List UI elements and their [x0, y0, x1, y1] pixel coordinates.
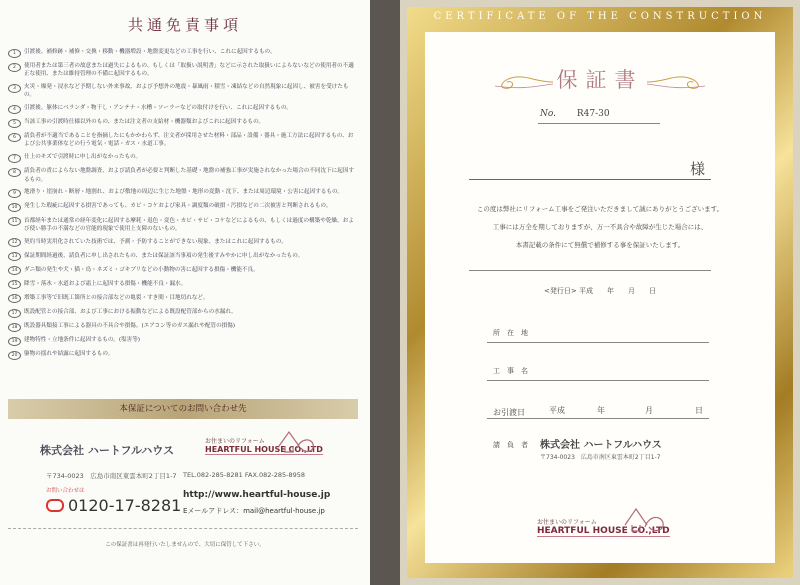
- disclaimer-item: [8, 202, 356, 212]
- item-number: 15: [8, 280, 21, 289]
- disclaimer-item: [8, 266, 356, 276]
- disclaimer-item: [8, 167, 356, 183]
- item-text: 契約当時実用化されていた技術では、予測・予防することができない現象、またはこれに起因するもの。: [24, 238, 287, 245]
- item-text: 首都経年または通常の経年変化に起因する摩耗・退色・変色・カビ・サビ・コケなどによるもの、もしくは過度の構築や乾燥、および使い勝手の不満などの官能的現象で使用上支障のないもの。: [24, 217, 354, 232]
- contractor-company: 株式会社 ハートフルハウス: [540, 440, 662, 451]
- storage-note: この保証書は再発行いたしませんので、大切に保管して下さい。: [105, 542, 265, 548]
- divider: [469, 270, 711, 271]
- item-text: 既設配管との接合部、および工事における振動などによる既設配管部からの水漏れ。: [24, 309, 237, 316]
- work-name-label: 工 事 名: [493, 367, 528, 375]
- item-text: 躯物の揺れや結露に起因するもの。: [24, 351, 114, 358]
- delivery-day: 日: [695, 406, 703, 415]
- contractor-label: 請 負 者: [493, 441, 528, 449]
- phone-number: 0120-17-8281: [68, 496, 182, 515]
- item-text: 増築工事等で旧既工箇所との接合部などの亀裂・すき間・目地切れなど。: [24, 294, 209, 301]
- disclaimer-item: [8, 118, 356, 128]
- logo-name: HEARTFUL HOUSE CO.,LTD: [205, 445, 323, 454]
- company-logo: [537, 517, 670, 537]
- house-logo-icon: [621, 503, 669, 533]
- disclaimer-item: [8, 48, 356, 58]
- disclaimer-item: [8, 308, 356, 318]
- item-text: ダニ類の発生や犬・猫・鳥・ネズミ・ゴキブリなどの小動物の害に起因する損傷・機能不良。: [24, 266, 259, 273]
- item-number: 16: [8, 294, 21, 303]
- address-label: 所 在 地: [493, 329, 528, 337]
- disclaimer-item: [8, 336, 356, 346]
- item-number: 19: [8, 337, 21, 346]
- disclaimer-page: [0, 0, 370, 585]
- item-text: 請負者が不適当であることを指摘したにもかかわらず、注文者が採用させた材料・部品・設備・器具・施工方法に起因するもの、および公共事業体などの行う電気・電話・ガス・水道工事。: [24, 133, 354, 148]
- disclaimer-title: 共通免責事項: [127, 16, 242, 34]
- disclaimer-item: [8, 153, 356, 163]
- divider: [8, 528, 358, 530]
- item-number: 17: [8, 309, 21, 318]
- item-number: 5: [8, 119, 21, 128]
- item-number: 10: [8, 203, 21, 212]
- item-number: 11: [8, 217, 21, 226]
- disclaimer-item: [8, 217, 356, 233]
- item-text: 建物特性・立地条件に起因するもの。(塩害等): [24, 337, 141, 344]
- logo-subtitle: お住まいのリフォーム: [205, 438, 265, 445]
- certificate-title: 保証書: [556, 68, 644, 92]
- guarantee-message: [425, 200, 775, 254]
- item-number: 14: [8, 266, 21, 275]
- message-line: 工事には万全を期しておりますが、万一不具合や故障が生じた場合には、: [492, 223, 708, 231]
- disclaimer-list: [8, 48, 356, 364]
- number-label: No.: [540, 109, 556, 119]
- item-number: 20: [8, 351, 21, 360]
- delivery-month: 月: [645, 406, 653, 415]
- item-number: 9: [8, 189, 21, 198]
- disclaimer-item: [8, 238, 356, 248]
- item-number: 6: [8, 133, 21, 142]
- disclaimer-item: [8, 62, 356, 78]
- item-number: 4: [8, 105, 21, 114]
- item-number: 3: [8, 84, 21, 93]
- tel-fax: TEL.082-285-8281 FAX.082-285-8958: [183, 471, 306, 479]
- item-text: 引渡後、躯体にベランダ・物干し・アンテナ・水槽・ソーラーなどの取付けを行い、これに起因するもの。: [24, 105, 292, 112]
- certificate-header: CERTIFICATE OF THE CONSTRUCTION: [433, 11, 767, 22]
- website: http://www.heartful-house.jp: [183, 490, 331, 500]
- item-text: 仕上のキズで引渡時に申し出がなかったもの。: [24, 154, 142, 161]
- address-line: [487, 342, 709, 343]
- free-dial-label: お問い合わせは: [46, 488, 85, 494]
- logo-name: HEARTFUL HOUSE CO.,LTD: [537, 526, 670, 536]
- disclaimer-item: [8, 104, 356, 114]
- item-number: 12: [8, 238, 21, 247]
- delivery-year: 年: [597, 406, 605, 415]
- item-number: 2: [8, 63, 21, 72]
- item-number: 13: [8, 252, 21, 261]
- disclaimer-item: [8, 294, 356, 304]
- logo-subtitle: お住まいのリフォーム: [537, 519, 597, 526]
- contact-title: 本保証についてのお問い合わせ先: [8, 399, 358, 419]
- message-line: この度は弊社にリフォーム工事をご発注いただきまして誠にありがとうございます。: [476, 205, 724, 213]
- item-number: 7: [8, 154, 21, 163]
- certificate-page: [400, 0, 800, 585]
- certificate-paper: [425, 32, 775, 563]
- disclaimer-item: [8, 280, 356, 290]
- work-name-line: [487, 380, 709, 381]
- item-text: 火災・爆発・浸水など予期しない外来事故、および予想外の地震・暴風雨・積雪・凍結などの自然現象に起因し、被害を受けたもの。: [24, 84, 349, 99]
- disclaimer-item: [8, 83, 356, 99]
- issue-date: <発行日> 平成 年 月 日: [544, 287, 656, 295]
- disclaimer-item: [8, 132, 356, 148]
- item-text: 保証期間経過後、請負者に申し出されたもの、または保証該当事項の発生後すみやかに申し出がなかったもの。: [24, 252, 304, 259]
- number-underline: [538, 123, 660, 124]
- company-name: 株式会社 ハートフルハウス: [40, 444, 174, 457]
- delivery-line: [487, 418, 709, 419]
- disclaimer-item: [8, 350, 356, 360]
- disclaimer-item: [8, 188, 356, 198]
- free-dial: [46, 496, 181, 515]
- item-text: 当該工事の引渡時仕様以外のもの、または注文者の支給材・機器類およびこれに起因するもの。: [24, 119, 265, 126]
- house-logo-icon: [275, 426, 319, 456]
- item-number: 18: [8, 323, 21, 332]
- recipient-line: [469, 179, 711, 180]
- message-line: 本書記載の条件にて無償で補修する事を保証いたします。: [515, 241, 685, 249]
- item-text: 請負者の責によらない地盤調査、および請負者が必要と判断した基礎・地盤の補強工事が実施されなかった場合の不同沈下に起因するもの。: [24, 168, 355, 183]
- number-value: R47-30: [576, 109, 610, 119]
- company-address: 〒734-0023 広島市南区東雲本町2丁目1-7: [46, 472, 177, 480]
- item-text: 降雪・落氷・水道および霜上に起因する損傷・機能不良・漏水。: [24, 280, 187, 287]
- item-text: 既設器具類接工事による器具の不具合や損傷。(エアコン等のガス漏れや配管の損傷): [24, 323, 236, 330]
- email: Eメールアドレス：mail@heartful-house.jp: [183, 507, 325, 515]
- item-number: 8: [8, 168, 21, 177]
- disclaimer-item: [8, 252, 356, 262]
- item-text: 引渡後、補修跡・補修・交換・移動・機器増設・地盤変更などの工事を行い、これに起因するもの。: [24, 49, 276, 55]
- item-text: 発生した瑕疵に起因する損害であっても、カビ・コケおよび家具・調度類の破損・汚損などの二次被害と判断されるもの。: [24, 203, 332, 210]
- company-logo: [205, 436, 323, 455]
- contractor-address: 〒734-0023 広島市南区東雲本町2丁目1-7: [540, 454, 661, 461]
- disclaimer-item: [8, 322, 356, 332]
- delivery-label: お引渡日: [493, 408, 525, 417]
- recipient-honorific: 様: [690, 160, 706, 178]
- item-text: 使用者または第三者の故意または過失によるもの、もしくは「取扱い説明書」などに示された取扱いによらないなどの使用者の不適正な使用、または維持管理の不備に起因するもの。: [24, 63, 354, 78]
- certificate-number: [540, 109, 610, 119]
- free-dial-icon: [46, 499, 64, 512]
- item-text: 地滑り・崖崩れ・断層・地割れ、および敷地の周辺に生じた地盤・地形の変動・沈下、または周辺環境・公害に起因するもの。: [24, 189, 343, 196]
- item-number: 1: [8, 49, 21, 58]
- delivery-era: 平成: [549, 406, 565, 415]
- right-flourish-icon: [645, 70, 715, 92]
